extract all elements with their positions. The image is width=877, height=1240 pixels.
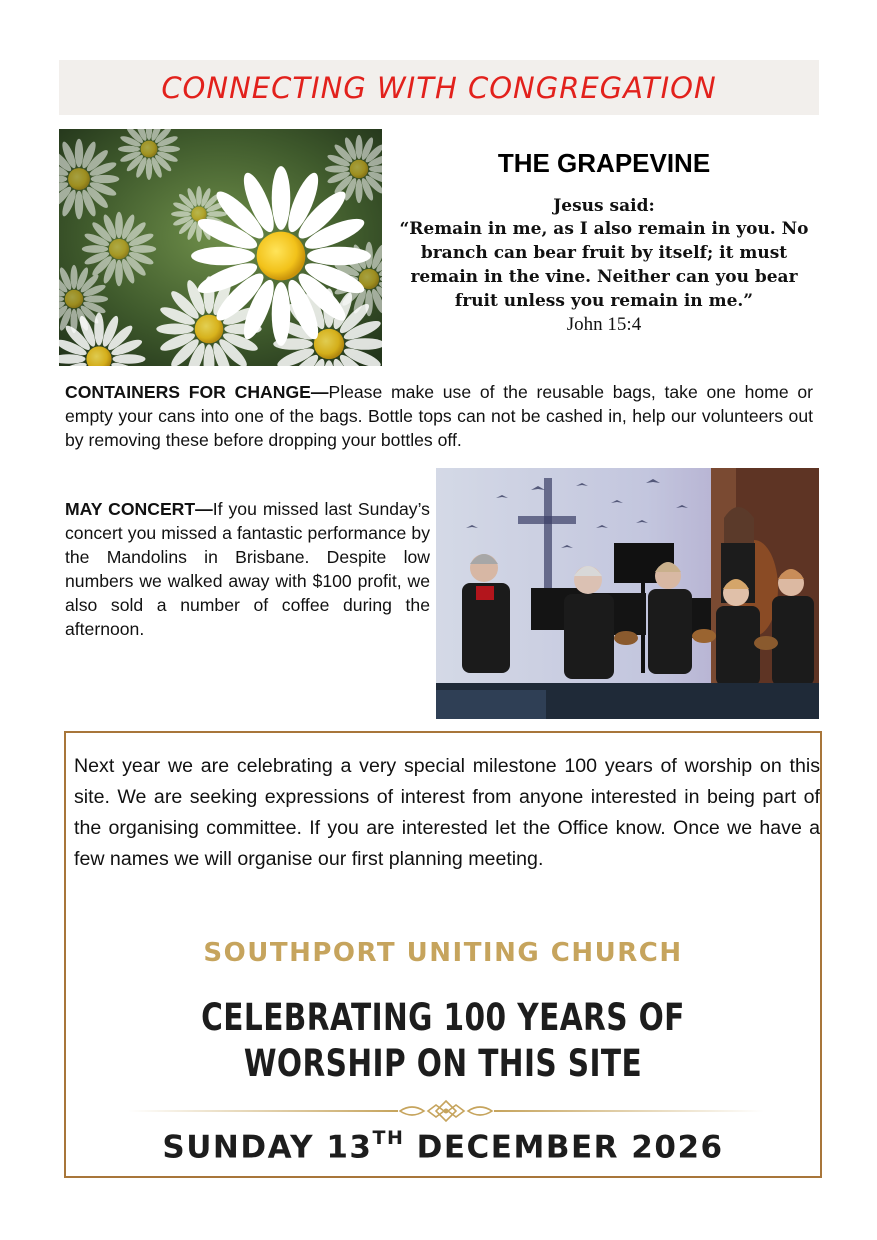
event-date-month-year: DECEMBER 2026 [404,1129,724,1166]
grapevine-section [390,148,818,337]
grapevine-title: THE GRAPEVINE [497,148,711,178]
event-date-ordinal: TH [372,1127,405,1149]
verse-reference: John 15:4 [566,314,642,335]
daisy-photo [59,129,382,366]
verse-intro: Jesus said: [553,196,655,216]
event-date [66,1129,820,1165]
concert-notice [65,497,430,641]
celebrating-line-1: CELEBRATING 100 YEARS OF [201,996,685,1039]
celebrating-heading [141,995,744,1087]
containers-lead: CONTAINERS FOR CHANGE— [65,382,329,402]
containers-notice [65,380,813,452]
ornament-divider [128,1099,764,1123]
concert-lead: MAY CONCERT— [65,499,213,519]
section-banner [59,60,819,115]
containers-body: Please make use of the reusable bags, take one home or empty your cans into one of the bags. Bottle tops can not be cashed in, help our volunteers out by removing these before dropping your bottles off. [65,382,813,450]
mandolin-concert-photo [436,468,819,719]
banner-title: CONNECTING WITH CONGREGATION [161,70,717,105]
centenary-box [64,731,822,1178]
event-date-day: SUNDAY 13 [162,1129,373,1166]
church-name: SOUTHPORT UNITING CHURCH [203,938,683,968]
concert-body: If you missed last Sunday’s concert you missed a fantastic performance by the Mandolins in Brisbane. Despite low numbers we walked away with $100 profit, we also sold a number of coffee during the afternoon. [65,499,430,639]
centenary-body: Next year we are celebrating a very special milestone 100 years of worship on this site. We are seeking expressions of interest from anyone interested in being part of the organising committee. If you are interested let the Office know. Once we have a few names we will organise our first planning meeting. [74,755,820,870]
verse-text: “Remain in me, as I also remain in you. No branch can bear fruit by itself; it must remain in the vine. Neither can you bear fruit unless you remain in me.” [399,219,809,311]
celebrating-line-2: WORSHIP ON THIS SITE [243,1042,643,1085]
